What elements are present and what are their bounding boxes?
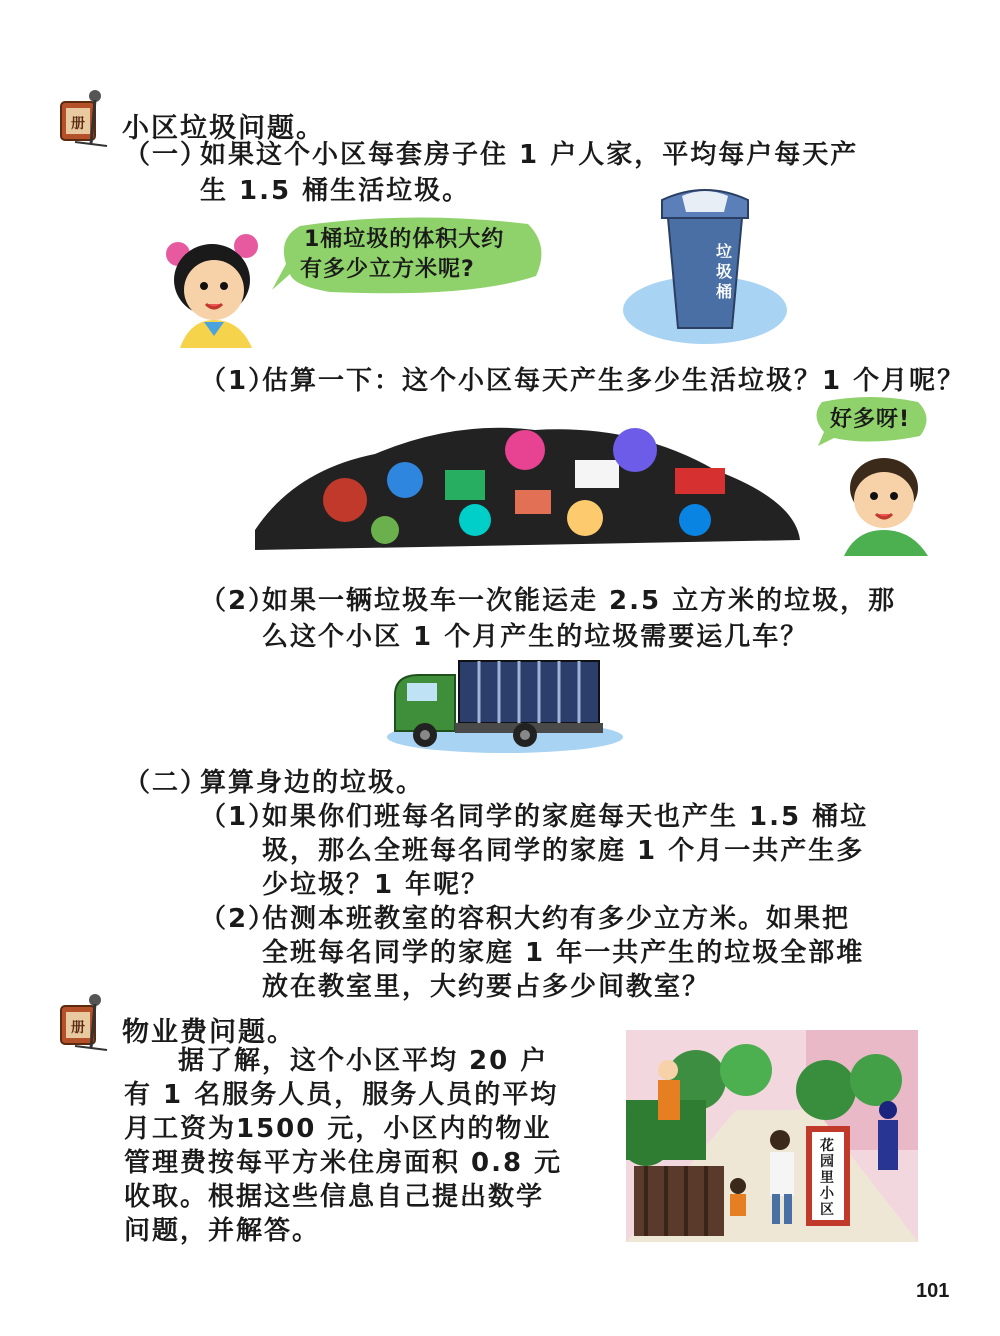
trash-bin-illustration: [620, 178, 790, 348]
section1-title: 小区垃圾问题。: [122, 113, 325, 144]
svg-text:册: 册: [71, 116, 85, 132]
q2-label: （2）: [200, 586, 277, 616]
bin-label: 垃圾桶: [716, 242, 733, 301]
s2-q1-line2: 圾，那么全班每名同学的家庭 1 个月一共产生多: [262, 836, 865, 866]
s3-line5: 收取。根据这些信息自己提出数学: [124, 1182, 545, 1212]
s3-line6: 问题，并解答。: [124, 1216, 321, 1246]
q1-text: 估算一下：这个小区每天产生多少生活垃圾？1 个月呢？: [262, 366, 966, 396]
s2-q1-label: （1）: [200, 802, 277, 832]
s3-line1: 据了解，这个小区平均 20 户: [178, 1046, 549, 1076]
girl-bubble-line2: 有多少立方米呢?: [300, 257, 475, 282]
svg-text:册: 册: [71, 1020, 85, 1036]
girl-speech-bubble: [270, 216, 550, 300]
section3-title: 物业费问题。: [122, 1017, 296, 1048]
garbage-truck-illustration: [385, 655, 625, 755]
boy-bubble-text: 好多呀!: [830, 407, 911, 432]
community-sign-text: 花园里小区: [820, 1138, 834, 1218]
q1-label: （1）: [200, 366, 277, 396]
boy-speech-bubble: [808, 396, 932, 448]
s2-q1-line1: 如果你们班每名同学的家庭每天也产生 1.5 桶垃: [262, 802, 869, 832]
boy-illustration: [836, 452, 936, 556]
task-book-icon: [55, 992, 115, 1054]
s2-q1-line3: 少垃圾？1 年呢？: [262, 870, 490, 900]
s2-q2-line3: 放在教室里，大约要占多少间教室？: [262, 972, 711, 1002]
s3-line3: 月工资为1500 元，小区内的物业: [124, 1114, 552, 1144]
s2-q2-line2: 全班每名同学的家庭 1 年一共产生的垃圾全部堆: [262, 938, 865, 968]
part1-line1: 如果这个小区每套房子住 1 户人家，平均每户每天产: [200, 140, 859, 170]
s3-line4: 管理费按每平方米住房面积 0.8 元: [124, 1148, 563, 1178]
q2-line2: 么这个小区 1 个月产生的垃圾需要运几车？: [262, 622, 809, 652]
q2-line1: 如果一辆垃圾车一次能运走 2.5 立方米的垃圾，那: [262, 586, 897, 616]
girl-bubble-line1: 1桶垃圾的体积大约: [304, 227, 505, 252]
s3-line2: 有 1 名服务人员，服务人员的平均: [124, 1080, 559, 1110]
section2-label: （二）: [124, 768, 209, 798]
part1-line2: 生 1.5 桶生活垃圾。: [200, 176, 471, 206]
section2-title: 算算身边的垃圾。: [200, 768, 425, 798]
part1-label: （一）: [124, 140, 209, 170]
page-number: 101: [916, 1280, 950, 1302]
s2-q2-label: （2）: [200, 904, 277, 934]
girl-illustration: [160, 228, 270, 348]
garbage-pile-illustration: [255, 410, 800, 562]
task-book-icon: [55, 88, 115, 150]
s2-q2-line1: 估测本班教室的容积大约有多少立方米。如果把: [262, 904, 851, 934]
community-scene-illustration: [626, 1030, 918, 1242]
